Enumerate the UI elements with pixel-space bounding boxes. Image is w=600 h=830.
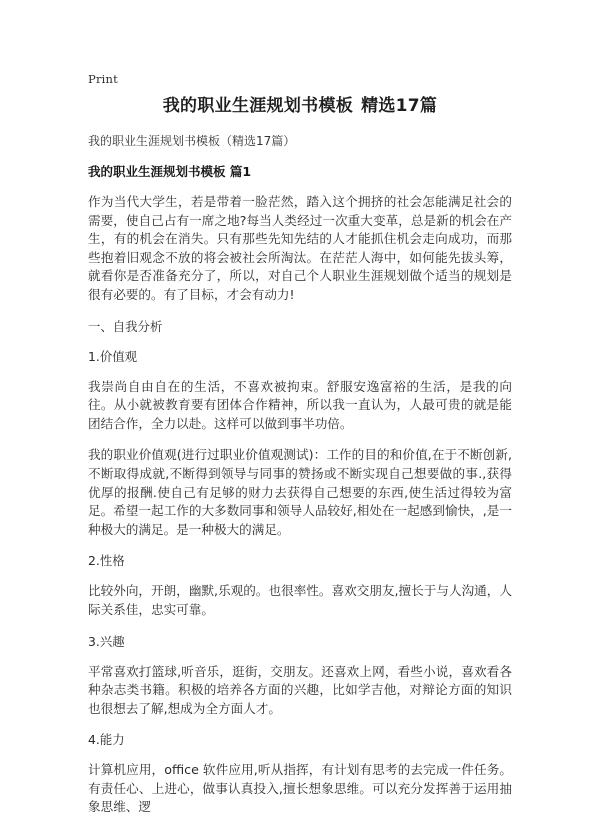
page-title-count: 精选17篇 [361, 96, 438, 116]
print-link[interactable]: Print [88, 72, 118, 86]
subsection-heading-values: 1.价值观 [88, 348, 137, 364]
subsection-heading-abilities: 4.能力 [88, 732, 125, 748]
section-heading-self-analysis: 一、自我分析 [88, 318, 163, 334]
paragraph-personality-1: 比较外向，开朗，幽默,乐观的。也很率性。喜欢交朋友,擅长于与人沟通，人际关系佳，忠实可靠。 [88, 583, 512, 617]
page-title-main: 我的职业生涯规划书模板 [162, 96, 354, 116]
page-title [88, 94, 512, 118]
document-subtitle: 我的职业生涯规划书模板（精选17篇） [88, 134, 296, 148]
document-body [88, 94, 512, 830]
paragraph-interests-1: 平常喜欢打篮球,听音乐，逛街，交朋友。还喜欢上网，看些小说，喜欢看各种杂志类书籍。积极的培养各方面的兴趣，比如学吉他，对辩论方面的知识也很想去了解,想成为全方面人才。 [88, 663, 512, 716]
subsection-heading-personality: 2.性格 [88, 553, 125, 569]
intro-paragraph: 作为当代大学生，若是带着一脸茫然，踏入这个拥挤的社会怎能满足社会的需要，使自己占有一席之地?每当人类经过一次重大变革，总是新的机会在产生，有的机会在消失。只有那些先知先结的人才能抓住机会走向成功，而那些抱着旧观念不放的将会被社会所淘汰。在茫茫人海中，如何能先拔头筹，就看你是否准备充分了，所以，对自己个人职业生涯规划做个适当的规划是很有必要的。有了目标，才会有动力! [88, 194, 512, 302]
paragraph-abilities-1: 计算机应用，office 软件应用,听从指挥，有计划有思考的去完成一件任务。有责任心、上进心，做事认真投入,擅长想象思维。可以充分发挥善于运用抽象思维、逻 [88, 762, 512, 815]
toolbar [88, 68, 512, 86]
subsection-heading-interests: 3.兴趣 [88, 633, 125, 649]
paragraph-values-2: 我的职业价值观(进行过职业价值观测试)：工作的目的和价值,在于不断创新,不断取得成就,不断得到领导与同事的赞扬或不断实现自己想要做的事.,获得优厚的报酬.使自己有足够的财力去获得自己想要的东西,使生活过得较为富足。希望一起工作的大多数同事和领导人品较好,相处在一起感到愉快，,是一种极大的满足。是一种极大的满足。 [88, 447, 512, 537]
paragraph-values-1: 我崇尚自由自在的生活，不喜欢被拘束。舒服安逸富裕的生活，是我的向往。从小就被教育要有团体合作精神，所以我一直认为，人最可贵的就是能团结合作，全力以赴。这样可以做到事半功倍。 [88, 378, 512, 431]
article-heading: 我的职业生涯规划书模板 篇1 [88, 164, 252, 179]
